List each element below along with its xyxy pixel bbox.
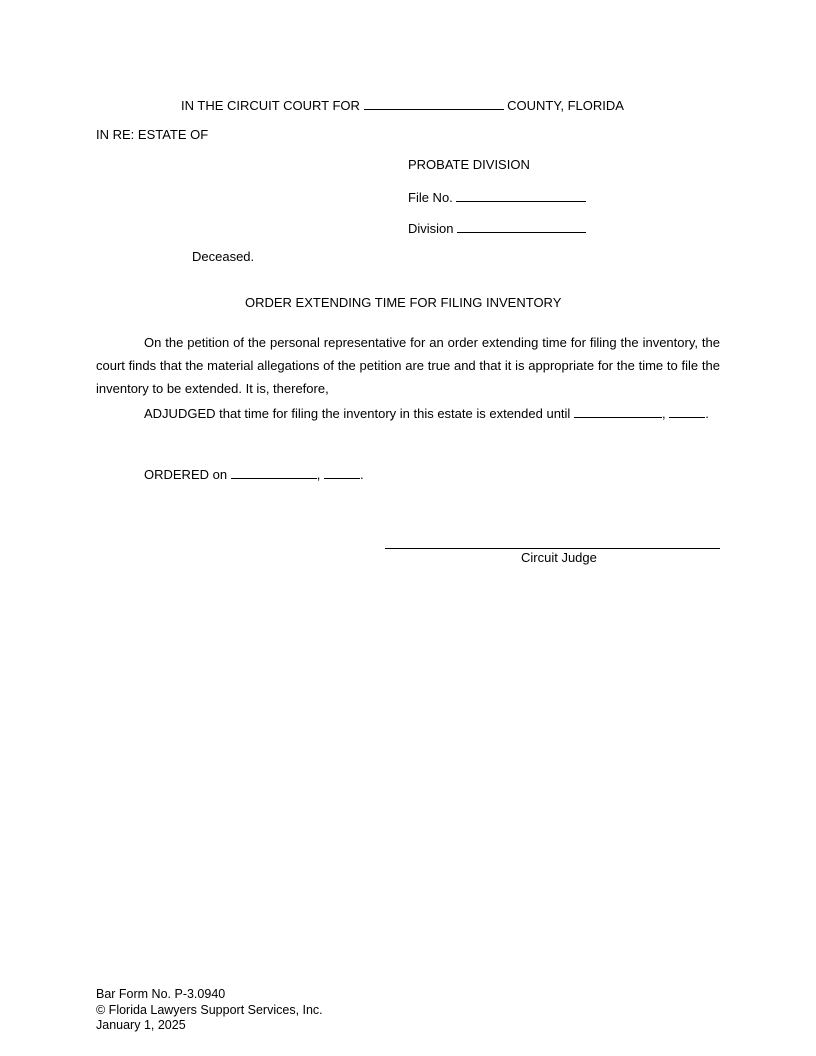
court-header	[181, 96, 624, 114]
file-number-field	[408, 188, 586, 206]
ordered-year-blank[interactable]	[324, 465, 360, 479]
form-date: January 1, 2025	[96, 1018, 186, 1032]
body-paragraph	[96, 331, 720, 400]
file-number-label: File No.	[408, 190, 453, 205]
court-header-suffix: COUNTY, FLORIDA	[507, 98, 624, 113]
ordered-period: .	[359, 467, 364, 482]
division-field	[408, 219, 586, 237]
county-blank[interactable]	[364, 96, 504, 110]
body-paragraph-text: On the petition of the personal representative for an order extending time for filing the inventory, the court finds that the material allegations of the petition are true and that it is appropriate for the time to file the inventory to be extended. It is, therefore,	[96, 335, 720, 396]
signature-label: Circuit Judge	[521, 550, 597, 565]
division-blank[interactable]	[457, 219, 586, 233]
file-number-blank[interactable]	[456, 188, 586, 202]
adjudged-line	[144, 404, 709, 422]
extension-year-blank[interactable]	[669, 404, 705, 418]
adjudged-period: .	[705, 406, 709, 421]
copyright-notice: © Florida Lawyers Support Services, Inc.	[96, 1002, 323, 1017]
form-number: Bar Form No. P-3.0940	[96, 987, 226, 1001]
probate-division-heading: PROBATE DIVISION	[408, 157, 530, 172]
court-header-prefix: IN THE CIRCUIT COURT FOR	[181, 98, 360, 113]
form-footer	[96, 987, 323, 1034]
deceased-label: Deceased.	[192, 249, 255, 264]
adjudged-text: ADJUDGED that time for filing the inventory in this estate is extended until	[144, 406, 571, 421]
ordered-date-blank[interactable]	[231, 465, 317, 479]
division-label: Division	[408, 221, 454, 236]
signature-line[interactable]	[385, 548, 720, 549]
document-title: ORDER EXTENDING TIME FOR FILING INVENTORY	[245, 295, 562, 310]
in-re-estate: IN RE: ESTATE OF	[96, 127, 209, 142]
ordered-line	[144, 465, 364, 483]
ordered-comma: ,	[316, 467, 321, 482]
ordered-text: ORDERED on	[144, 467, 228, 482]
adjudged-comma: ,	[661, 406, 666, 421]
extension-date-blank[interactable]	[574, 404, 662, 418]
